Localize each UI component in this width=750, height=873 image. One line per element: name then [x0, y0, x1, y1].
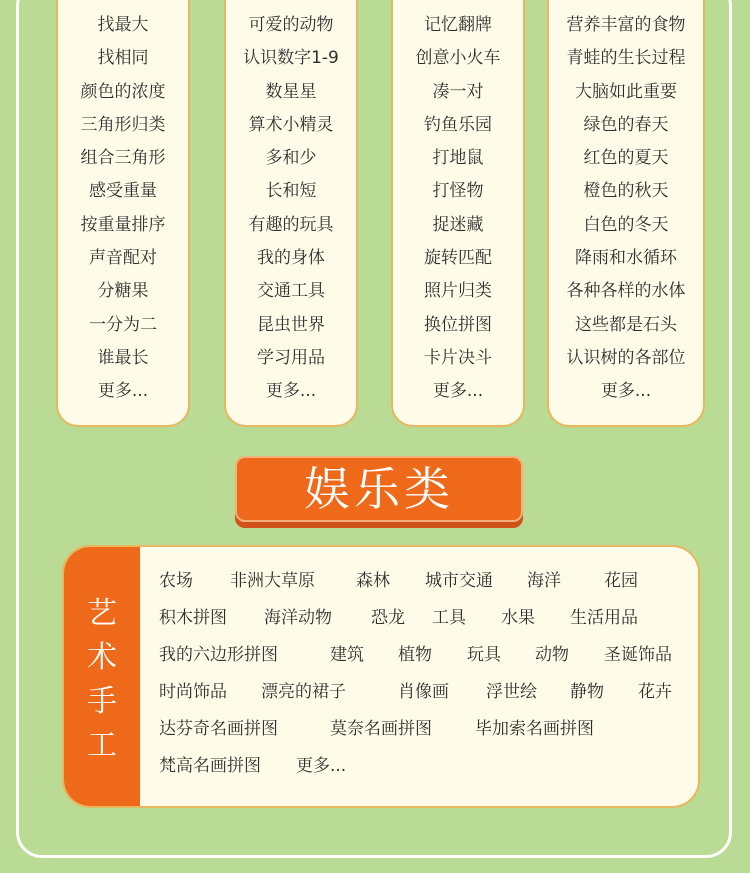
craft-row — [64, 596, 698, 637]
list-item[interactable]: 谁最长 — [97, 347, 149, 368]
list-item[interactable]: 红色的夏天 — [583, 148, 669, 169]
list-item[interactable]: 找最大 — [97, 15, 149, 35]
list-item[interactable]: 营养丰富的食物 — [566, 15, 686, 35]
craft-panel — [62, 545, 700, 808]
more-link[interactable]: 更多... — [265, 381, 317, 402]
craft-tag-char: 工 — [87, 728, 117, 763]
craft-item[interactable]: 我的六边形拼图 — [159, 645, 278, 665]
list-item[interactable]: 这些都是石头 — [575, 314, 677, 335]
craft-item[interactable]: 工具 — [432, 608, 466, 628]
craft-tag-char: 艺 — [87, 596, 117, 631]
list-item[interactable]: 学习用品 — [257, 347, 325, 368]
list-item[interactable]: 照片归类 — [424, 281, 492, 302]
craft-item[interactable]: 非洲大草原 — [230, 571, 315, 591]
craft-row — [64, 711, 698, 748]
list-item[interactable]: 白色的冬天 — [583, 214, 669, 235]
more-link[interactable]: 更多... — [97, 381, 149, 402]
list-item[interactable]: 换位拼图 — [424, 314, 492, 335]
craft-item[interactable]: 静物 — [570, 682, 604, 702]
list-item[interactable]: 昆虫世界 — [257, 314, 325, 335]
craft-item[interactable]: 花卉 — [638, 682, 672, 702]
list-item[interactable]: 长和短 — [265, 181, 317, 202]
list-item[interactable]: 组合三角形 — [80, 148, 166, 169]
craft-item[interactable]: 城市交通 — [425, 571, 493, 591]
craft-item[interactable]: 毕加索名画拼图 — [475, 719, 594, 739]
craft-item[interactable]: 浮世绘 — [486, 682, 537, 702]
craft-tag-char: 术 — [87, 640, 117, 675]
category-column-4 — [547, 0, 705, 427]
list-item[interactable]: 认识数字1-9 — [243, 48, 339, 69]
list-item[interactable]: 降雨和水循环 — [575, 248, 677, 269]
craft-item[interactable]: 积木拼图 — [159, 608, 227, 628]
craft-item[interactable]: 漂亮的裙子 — [261, 682, 346, 702]
craft-item[interactable]: 动物 — [535, 645, 569, 665]
craft-item[interactable]: 植物 — [398, 645, 432, 665]
list-item[interactable]: 分糖果 — [97, 281, 149, 302]
craft-row — [64, 637, 698, 674]
list-item[interactable]: 认识树的各部位 — [566, 347, 686, 368]
craft-item[interactable]: 达芬奇名画拼图 — [159, 719, 278, 739]
list-item[interactable]: 青蛙的生长过程 — [566, 48, 686, 69]
list-item[interactable]: 可爱的动物 — [248, 15, 334, 35]
list-item[interactable]: 按重量排序 — [80, 214, 166, 235]
craft-item[interactable]: 海洋动物 — [264, 608, 332, 628]
craft-item[interactable]: 建筑 — [330, 645, 364, 665]
more-link[interactable]: 更多... — [432, 381, 484, 402]
list-item[interactable]: 橙色的秋天 — [583, 181, 669, 202]
list-item[interactable]: 多和少 — [265, 148, 317, 169]
section-title: 娱乐类 — [235, 456, 523, 522]
craft-row — [64, 563, 698, 600]
craft-item[interactable]: 恐龙 — [371, 608, 405, 628]
craft-item[interactable]: 圣诞饰品 — [604, 645, 672, 665]
list-item[interactable]: 打地鼠 — [432, 148, 484, 169]
craft-item[interactable]: 时尚饰品 — [159, 682, 227, 702]
craft-item[interactable]: 农场 — [159, 571, 193, 591]
list-item[interactable]: 卡片决斗 — [424, 347, 492, 368]
craft-item[interactable]: 肖像画 — [398, 682, 449, 702]
craft-tag-char: 手 — [87, 684, 117, 719]
list-item[interactable]: 有趣的玩具 — [248, 214, 334, 235]
more-link[interactable]: 更多... — [296, 756, 347, 776]
list-item[interactable]: 找相同 — [97, 48, 149, 69]
list-item[interactable]: 算术小精灵 — [248, 114, 334, 135]
craft-item[interactable]: 海洋 — [527, 571, 561, 591]
category-column-3 — [391, 0, 525, 427]
craft-item[interactable]: 水果 — [501, 608, 535, 628]
craft-item[interactable]: 森林 — [356, 571, 390, 591]
list-item[interactable]: 凑一对 — [432, 81, 484, 102]
list-item[interactable]: 创意小火车 — [415, 48, 501, 69]
craft-item[interactable]: 梵高名画拼图 — [159, 756, 261, 776]
craft-item[interactable]: 玩具 — [467, 645, 501, 665]
list-item[interactable]: 绿色的春天 — [583, 114, 669, 135]
list-item[interactable]: 记忆翻牌 — [424, 15, 492, 35]
list-item[interactable]: 颜色的浓度 — [80, 81, 166, 102]
category-column-1 — [56, 0, 190, 427]
list-item[interactable]: 我的身体 — [257, 248, 325, 269]
category-column-2 — [224, 0, 358, 427]
list-item[interactable]: 打怪物 — [432, 181, 484, 202]
craft-item[interactable]: 生活用品 — [570, 608, 638, 628]
list-item[interactable]: 各种各样的水体 — [566, 281, 686, 302]
craft-item[interactable]: 莫奈名画拼图 — [330, 719, 432, 739]
list-item[interactable]: 一分为二 — [89, 314, 157, 335]
list-item[interactable]: 旋转匹配 — [424, 248, 492, 269]
craft-row — [64, 748, 698, 785]
list-item[interactable]: 大脑如此重要 — [575, 81, 677, 102]
craft-item[interactable]: 花园 — [604, 571, 638, 591]
list-item[interactable]: 钓鱼乐园 — [424, 114, 492, 135]
list-item[interactable]: 数星星 — [265, 81, 317, 102]
list-item[interactable]: 感受重量 — [89, 181, 157, 202]
list-item[interactable]: 交通工具 — [257, 281, 325, 302]
list-item[interactable]: 捉迷藏 — [432, 214, 484, 235]
list-item[interactable]: 三角形归类 — [80, 114, 166, 135]
more-link[interactable]: 更多... — [600, 381, 652, 402]
list-item[interactable]: 声音配对 — [89, 248, 157, 269]
craft-row — [64, 674, 698, 711]
